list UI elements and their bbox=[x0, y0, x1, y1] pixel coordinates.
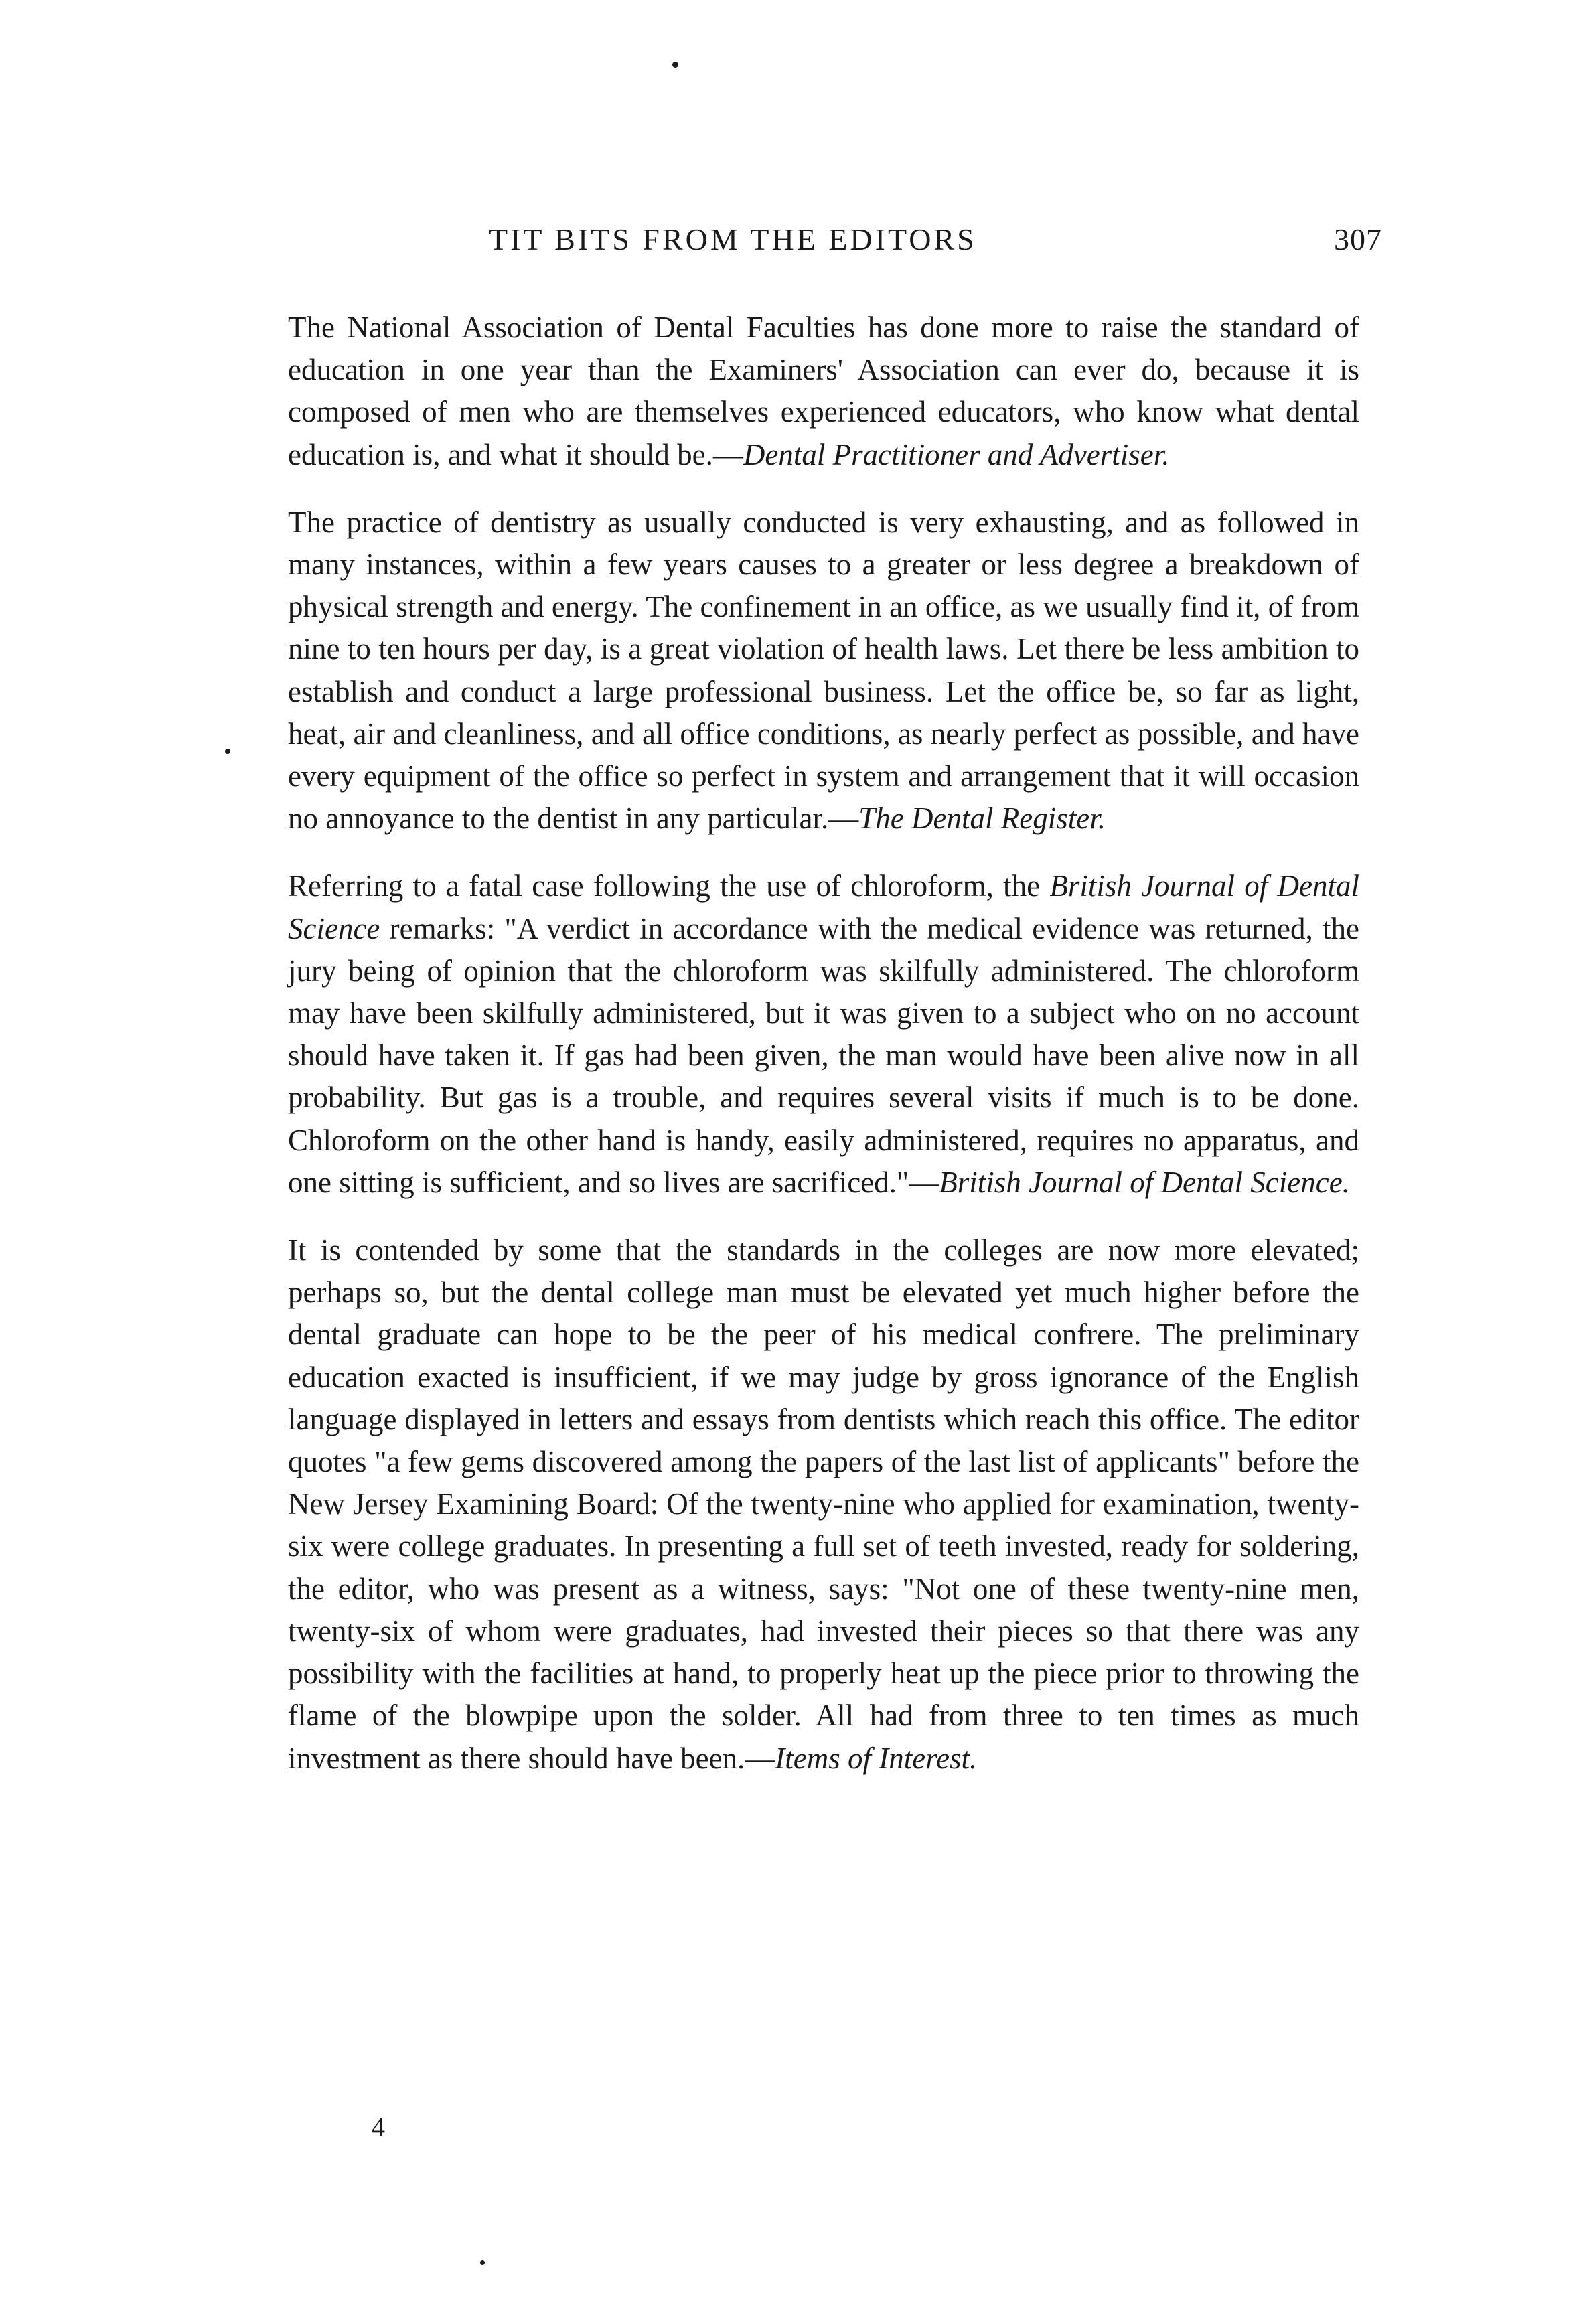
running-title: TIT BITS FROM THE EDITORS bbox=[489, 222, 977, 256]
paragraph-chloroform bbox=[288, 865, 1359, 1204]
page-number: 307 bbox=[1334, 222, 1382, 256]
paragraph-standards bbox=[288, 1229, 1359, 1780]
source-citation: Dental Practitioner and Advertiser. bbox=[743, 437, 1170, 471]
source-citation: British Journal of Dental Science. bbox=[939, 1165, 1350, 1199]
signature-mark: 4 bbox=[372, 2112, 385, 2142]
inline-journal-title: British Journal of Dental Science bbox=[288, 869, 1359, 945]
paragraph-text: The National Association of Dental Faculties has done more to raise the standard of education in one year than the Examiners' Association can ever do, because it is composed of men who are themselves experienced educators, who know what dental education is, and what it should be.— bbox=[288, 311, 1359, 471]
source-citation: The Dental Register. bbox=[858, 801, 1106, 836]
paragraph-text: remarks: "A verdict in accordance with the medical evidence was returned, the jury being of opinion that the chloroform was skilfully administered. The chloroform may have been skilfully administered, but it was given to a subject who on no account should have taken it. If gas had been given, the man would have been alive now in all probability. But gas is a trouble, and requires several visits if much is to be done. Chloroform on the other hand is handy, easily administered, requires no apparatus, and one sitting is sufficient, and so lives are sacrificed."— bbox=[288, 911, 1359, 1199]
paragraph-practice bbox=[288, 501, 1359, 840]
ink-dot-top bbox=[672, 62, 678, 68]
source-citation: Items of Interest. bbox=[775, 1741, 978, 1775]
ink-dot-bottom bbox=[480, 2260, 485, 2265]
paragraph-text: The practice of dentistry as usually conducted is very exhausting, and as followed in many instances, within a few years causes to a greater or less degree a breakdown of physical strength and energy. The confinement in an office, as we usually find it, of from nine to ten hours per day, is a great violation of health laws. Let there be less ambition to establish and conduct a large professional business. Let the office be, so far as light, heat, air and cleanliness, and all office conditions, as nearly perfect as possible, and have every equipment of the office so perfect in system and arrangement that it will occasion no annoyance to the dentist in any particular.— bbox=[288, 505, 1359, 836]
paragraph-text-lead: Referring to a fatal case following the use of chloroform, the bbox=[288, 869, 1050, 903]
paragraph-faculties bbox=[288, 307, 1359, 476]
article-body bbox=[288, 307, 1359, 1805]
ink-dot-margin bbox=[225, 749, 230, 754]
paragraph-text: It is contended by some that the standards in the colleges are now more elevated; perhaps so, but the dental college man must be elevated yet much higher before the dental graduate can hope to be the peer of his medical confrere. The preliminary education exacted is insufficient, if we may judge by gross ignorance of the English language displayed in letters and essays from dentists which reach this office. The editor quotes "a few gems discovered among the papers of the last list of applicants" before the New Jersey Examining Board: Of the twenty-nine who applied for examination, twenty-six were college graduates. In presenting a full set of teeth invested, ready for soldering, the editor, who was present as a witness, says: "Not one of these twenty-nine men, twenty-six of whom were graduates, had invested their pieces so that there was any possibility with the facilities at hand, to properly heat up the piece prior to throwing the flame of the blowpipe upon the solder. All had from three to ten times as much investment as there should have been.— bbox=[288, 1233, 1359, 1775]
